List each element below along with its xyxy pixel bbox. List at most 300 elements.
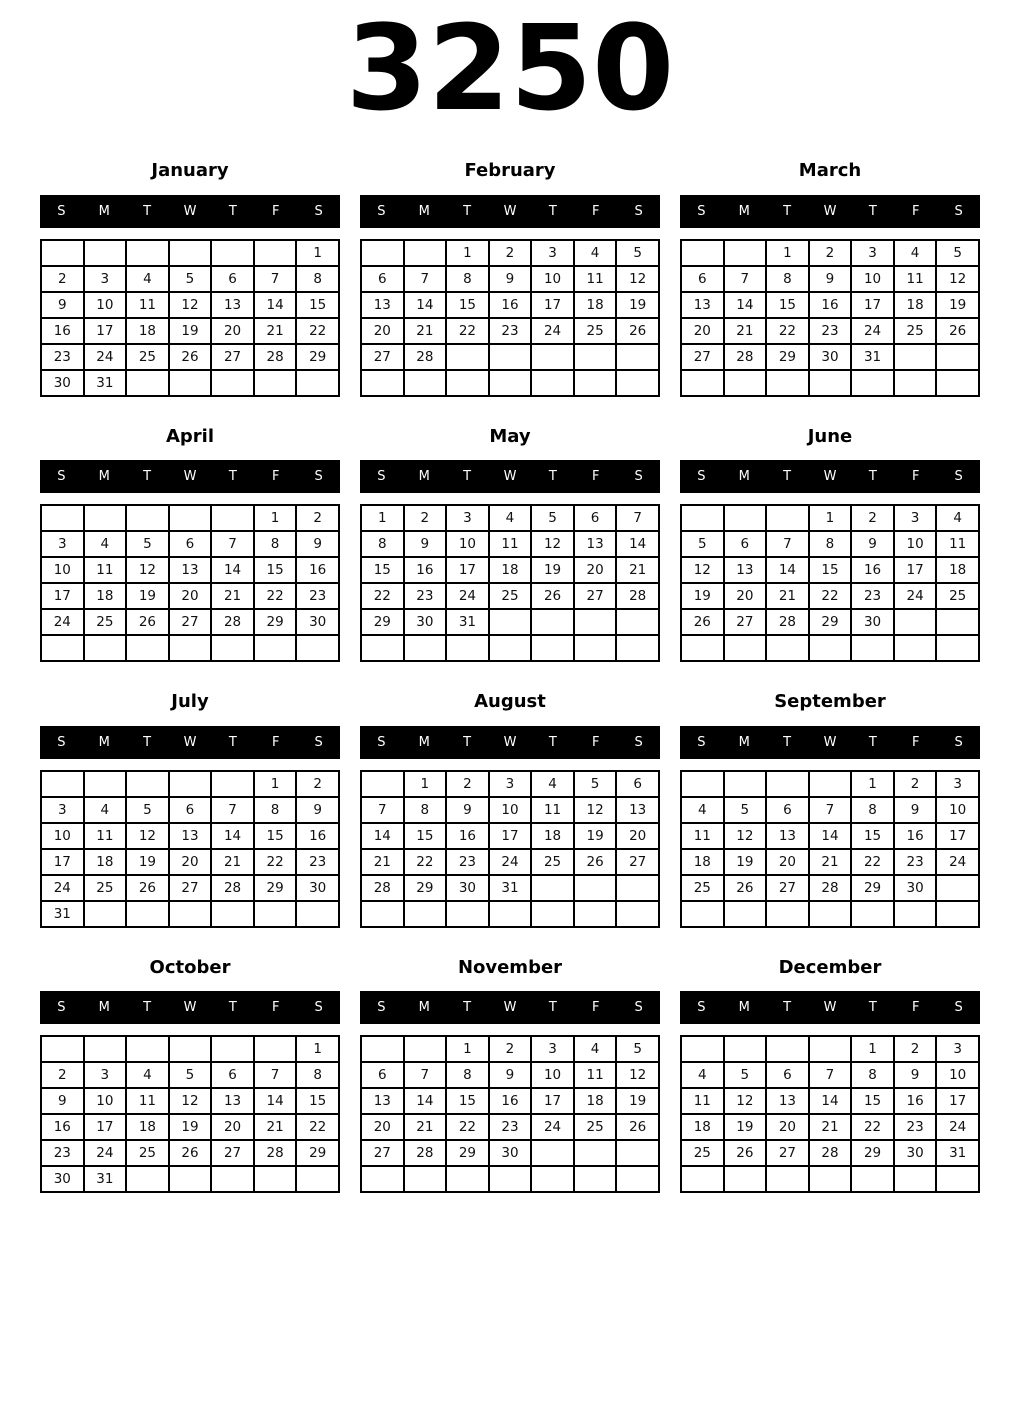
day-cell: 30 xyxy=(41,370,84,396)
day-cell: 26 xyxy=(126,875,169,901)
day-cell: 29 xyxy=(254,875,297,901)
day-cell: 22 xyxy=(404,849,447,875)
empty-day-cell xyxy=(446,901,489,927)
day-cell: 17 xyxy=(84,318,127,344)
month-calendar xyxy=(40,770,340,928)
day-cell: 20 xyxy=(574,557,617,583)
day-cell: 11 xyxy=(126,292,169,318)
week-row xyxy=(681,1062,979,1088)
month-title: January xyxy=(151,160,229,182)
day-cell: 9 xyxy=(894,797,937,823)
day-cell: 26 xyxy=(724,875,767,901)
day-cell: 25 xyxy=(894,318,937,344)
day-cell: 29 xyxy=(361,609,404,635)
day-cell: 14 xyxy=(211,557,254,583)
empty-day-cell xyxy=(894,1166,937,1192)
empty-day-cell xyxy=(296,1166,339,1192)
day-cell: 17 xyxy=(41,583,84,609)
week-row xyxy=(681,1140,979,1166)
weekday-header-cell: W xyxy=(503,734,517,750)
empty-day-cell xyxy=(531,344,574,370)
day-cell: 14 xyxy=(211,823,254,849)
weekday-header-bar xyxy=(680,460,980,493)
empty-day-cell xyxy=(211,635,254,661)
empty-day-cell xyxy=(681,370,724,396)
month-calendar xyxy=(40,239,340,397)
day-cell: 21 xyxy=(616,557,659,583)
empty-day-cell xyxy=(126,505,169,531)
weekday-header-cell: T xyxy=(783,1000,792,1016)
day-cell: 11 xyxy=(489,531,532,557)
empty-day-cell xyxy=(531,370,574,396)
empty-day-cell xyxy=(531,635,574,661)
empty-day-cell xyxy=(254,1166,297,1192)
day-cell: 23 xyxy=(41,1140,84,1166)
day-cell: 23 xyxy=(296,849,339,875)
day-cell: 13 xyxy=(766,1088,809,1114)
day-cell: 20 xyxy=(169,849,212,875)
week-row xyxy=(41,901,339,927)
weekday-header-bar xyxy=(680,195,980,228)
day-cell: 10 xyxy=(84,1088,127,1114)
week-row xyxy=(681,901,979,927)
day-cell: 29 xyxy=(254,609,297,635)
empty-day-cell xyxy=(361,370,404,396)
empty-day-cell xyxy=(681,505,724,531)
day-cell: 14 xyxy=(724,292,767,318)
empty-day-cell xyxy=(361,1166,404,1192)
day-cell: 31 xyxy=(446,609,489,635)
day-cell: 2 xyxy=(894,1036,937,1062)
empty-day-cell xyxy=(851,901,894,927)
day-cell: 5 xyxy=(724,797,767,823)
day-cell: 31 xyxy=(84,370,127,396)
weekday-header-bar xyxy=(680,991,980,1024)
week-row xyxy=(361,1088,659,1114)
day-cell: 22 xyxy=(254,849,297,875)
month-april xyxy=(40,426,340,663)
empty-day-cell xyxy=(616,344,659,370)
day-cell: 10 xyxy=(531,1062,574,1088)
day-cell: 10 xyxy=(936,1062,979,1088)
empty-day-cell xyxy=(574,370,617,396)
empty-day-cell xyxy=(616,875,659,901)
weekday-header-cell: S xyxy=(634,469,643,485)
day-cell: 8 xyxy=(851,1062,894,1088)
weekday-header-cell: T xyxy=(548,1000,557,1016)
week-row xyxy=(681,557,979,583)
week-row xyxy=(41,505,339,531)
day-cell: 16 xyxy=(296,557,339,583)
day-cell: 1 xyxy=(254,771,297,797)
day-cell: 22 xyxy=(851,1114,894,1140)
weekday-header-cell: W xyxy=(183,1000,197,1016)
day-cell: 28 xyxy=(254,344,297,370)
month-october xyxy=(40,957,340,1194)
weekday-header-cell: T xyxy=(228,1000,237,1016)
weekday-header-cell: S xyxy=(954,203,963,219)
empty-day-cell xyxy=(361,635,404,661)
day-cell: 15 xyxy=(851,1088,894,1114)
day-cell: 6 xyxy=(766,797,809,823)
day-cell: 9 xyxy=(41,1088,84,1114)
day-cell: 2 xyxy=(296,505,339,531)
week-row xyxy=(41,557,339,583)
day-cell: 26 xyxy=(724,1140,767,1166)
day-cell: 9 xyxy=(894,1062,937,1088)
day-cell: 28 xyxy=(211,609,254,635)
day-cell: 17 xyxy=(894,557,937,583)
week-row xyxy=(361,635,659,661)
empty-day-cell xyxy=(84,1036,127,1062)
weekday-header-cell: F xyxy=(271,734,280,750)
weekday-header-cell: T xyxy=(868,469,877,485)
weekday-header-bar xyxy=(360,195,660,228)
empty-day-cell xyxy=(404,240,447,266)
day-cell: 1 xyxy=(296,240,339,266)
empty-day-cell xyxy=(894,635,937,661)
empty-day-cell xyxy=(211,370,254,396)
week-row xyxy=(361,823,659,849)
day-cell: 4 xyxy=(489,505,532,531)
day-cell: 12 xyxy=(616,1062,659,1088)
day-cell: 28 xyxy=(211,875,254,901)
day-cell: 17 xyxy=(936,1088,979,1114)
week-row xyxy=(361,875,659,901)
day-cell: 25 xyxy=(126,1140,169,1166)
weekday-header-cell: F xyxy=(911,469,920,485)
empty-day-cell xyxy=(211,1036,254,1062)
day-cell: 9 xyxy=(296,797,339,823)
weekday-header-cell: S xyxy=(697,1000,706,1016)
day-cell: 11 xyxy=(936,531,979,557)
day-cell: 18 xyxy=(894,292,937,318)
month-title: June xyxy=(807,425,853,447)
month-january xyxy=(40,160,340,397)
week-row xyxy=(361,292,659,318)
day-cell: 6 xyxy=(211,266,254,292)
empty-day-cell xyxy=(169,240,212,266)
day-cell: 16 xyxy=(446,823,489,849)
day-cell: 7 xyxy=(404,1062,447,1088)
month-title: September xyxy=(774,691,886,713)
day-cell: 1 xyxy=(766,240,809,266)
day-cell: 4 xyxy=(574,240,617,266)
empty-day-cell xyxy=(681,1036,724,1062)
day-cell: 17 xyxy=(851,292,894,318)
day-cell: 6 xyxy=(724,531,767,557)
day-cell: 28 xyxy=(404,344,447,370)
day-cell: 7 xyxy=(254,266,297,292)
week-row xyxy=(681,370,979,396)
month-title: July xyxy=(171,691,209,713)
weekday-header-cell: S xyxy=(634,203,643,219)
weekday-header-cell: S xyxy=(634,734,643,750)
day-cell: 26 xyxy=(169,344,212,370)
weekday-header-cell: W xyxy=(503,203,517,219)
week-row xyxy=(41,266,339,292)
month-calendar xyxy=(360,770,660,928)
day-cell: 24 xyxy=(446,583,489,609)
empty-day-cell xyxy=(404,1166,447,1192)
day-cell: 18 xyxy=(126,1114,169,1140)
weekday-header-bar xyxy=(40,460,340,493)
weekday-header-cell: W xyxy=(183,469,197,485)
day-cell: 7 xyxy=(211,531,254,557)
weekday-header-cell: M xyxy=(418,1000,430,1016)
day-cell: 24 xyxy=(531,318,574,344)
day-cell: 1 xyxy=(851,771,894,797)
empty-day-cell xyxy=(41,1036,84,1062)
weekday-header-cell: M xyxy=(418,734,430,750)
month-calendar xyxy=(680,504,980,662)
week-row xyxy=(41,1036,339,1062)
weekday-header-cell: S xyxy=(697,469,706,485)
day-cell: 7 xyxy=(211,797,254,823)
day-cell: 27 xyxy=(361,1140,404,1166)
day-cell: 7 xyxy=(809,1062,852,1088)
empty-day-cell xyxy=(404,1036,447,1062)
day-cell: 2 xyxy=(809,240,852,266)
week-row xyxy=(361,797,659,823)
day-cell: 21 xyxy=(211,849,254,875)
weekday-header-cell: T xyxy=(143,1000,152,1016)
day-cell: 24 xyxy=(41,609,84,635)
day-cell: 2 xyxy=(489,1036,532,1062)
empty-day-cell xyxy=(126,901,169,927)
day-cell: 9 xyxy=(489,266,532,292)
weekday-header-cell: S xyxy=(57,1000,66,1016)
week-row xyxy=(41,318,339,344)
empty-day-cell xyxy=(84,635,127,661)
day-cell: 3 xyxy=(531,1036,574,1062)
day-cell: 17 xyxy=(489,823,532,849)
day-cell: 14 xyxy=(404,292,447,318)
week-row xyxy=(41,635,339,661)
day-cell: 27 xyxy=(681,344,724,370)
weekday-header-cell: T xyxy=(868,1000,877,1016)
day-cell: 29 xyxy=(296,344,339,370)
day-cell: 23 xyxy=(809,318,852,344)
day-cell: 16 xyxy=(894,823,937,849)
day-cell: 15 xyxy=(809,557,852,583)
day-cell: 22 xyxy=(254,583,297,609)
weekday-header-cell: F xyxy=(591,469,600,485)
day-cell: 12 xyxy=(681,557,724,583)
weekday-header-cell: S xyxy=(954,734,963,750)
day-cell: 5 xyxy=(724,1062,767,1088)
day-cell: 25 xyxy=(84,609,127,635)
day-cell: 5 xyxy=(936,240,979,266)
day-cell: 18 xyxy=(681,849,724,875)
empty-day-cell xyxy=(724,505,767,531)
empty-day-cell xyxy=(126,635,169,661)
day-cell: 21 xyxy=(404,1114,447,1140)
day-cell: 19 xyxy=(126,849,169,875)
day-cell: 30 xyxy=(489,1140,532,1166)
day-cell: 23 xyxy=(296,583,339,609)
day-cell: 14 xyxy=(254,1088,297,1114)
day-cell: 21 xyxy=(724,318,767,344)
weekday-header-cell: M xyxy=(98,203,110,219)
day-cell: 2 xyxy=(489,240,532,266)
day-cell: 29 xyxy=(809,609,852,635)
day-cell: 25 xyxy=(574,1114,617,1140)
weekday-header-cell: T xyxy=(868,203,877,219)
day-cell: 12 xyxy=(169,1088,212,1114)
day-cell: 22 xyxy=(766,318,809,344)
empty-day-cell xyxy=(724,1166,767,1192)
day-cell: 26 xyxy=(126,609,169,635)
week-row xyxy=(681,797,979,823)
day-cell: 19 xyxy=(724,1114,767,1140)
week-row xyxy=(681,531,979,557)
day-cell: 29 xyxy=(766,344,809,370)
day-cell: 27 xyxy=(169,609,212,635)
empty-day-cell xyxy=(169,901,212,927)
day-cell: 5 xyxy=(574,771,617,797)
empty-day-cell xyxy=(126,370,169,396)
week-row xyxy=(361,370,659,396)
empty-day-cell xyxy=(531,1166,574,1192)
day-cell: 13 xyxy=(361,1088,404,1114)
day-cell: 20 xyxy=(361,1114,404,1140)
day-cell: 4 xyxy=(681,797,724,823)
day-cell: 17 xyxy=(84,1114,127,1140)
day-cell: 27 xyxy=(169,875,212,901)
weekday-header-cell: T xyxy=(783,469,792,485)
day-cell: 10 xyxy=(936,797,979,823)
day-cell: 18 xyxy=(531,823,574,849)
day-cell: 24 xyxy=(936,1114,979,1140)
weekday-header-cell: S xyxy=(314,203,323,219)
day-cell: 8 xyxy=(254,531,297,557)
empty-day-cell xyxy=(681,771,724,797)
day-cell: 21 xyxy=(404,318,447,344)
weekday-header-cell: W xyxy=(183,734,197,750)
week-row xyxy=(681,609,979,635)
weekday-header-cell: M xyxy=(98,1000,110,1016)
day-cell: 26 xyxy=(681,609,724,635)
week-row xyxy=(41,292,339,318)
day-cell: 29 xyxy=(404,875,447,901)
day-cell: 12 xyxy=(126,823,169,849)
empty-day-cell xyxy=(809,771,852,797)
week-row xyxy=(681,344,979,370)
day-cell: 30 xyxy=(296,875,339,901)
day-cell: 5 xyxy=(531,505,574,531)
month-title: February xyxy=(464,160,556,182)
week-row xyxy=(361,1140,659,1166)
empty-day-cell xyxy=(254,635,297,661)
empty-day-cell xyxy=(404,635,447,661)
day-cell: 4 xyxy=(574,1036,617,1062)
month-title: April xyxy=(165,425,215,447)
day-cell: 2 xyxy=(404,505,447,531)
day-cell: 10 xyxy=(446,531,489,557)
day-cell: 30 xyxy=(296,609,339,635)
day-cell: 12 xyxy=(169,292,212,318)
week-row xyxy=(41,849,339,875)
week-row xyxy=(681,583,979,609)
weekday-header-cell: F xyxy=(271,469,280,485)
week-row xyxy=(361,609,659,635)
day-cell: 19 xyxy=(616,1088,659,1114)
day-cell: 3 xyxy=(531,240,574,266)
weekday-header-cell: F xyxy=(591,203,600,219)
day-cell: 12 xyxy=(724,823,767,849)
week-row xyxy=(41,344,339,370)
day-cell: 11 xyxy=(126,1088,169,1114)
day-cell: 26 xyxy=(574,849,617,875)
weekday-header-cell: T xyxy=(548,734,557,750)
day-cell: 17 xyxy=(531,1088,574,1114)
day-cell: 30 xyxy=(851,609,894,635)
day-cell: 28 xyxy=(616,583,659,609)
day-cell: 26 xyxy=(616,1114,659,1140)
weekday-header-cell: F xyxy=(911,1000,920,1016)
day-cell: 14 xyxy=(766,557,809,583)
day-cell: 28 xyxy=(724,344,767,370)
day-cell: 16 xyxy=(41,318,84,344)
month-december xyxy=(680,957,980,1194)
day-cell: 23 xyxy=(894,849,937,875)
month-title: August xyxy=(474,691,546,713)
day-cell: 24 xyxy=(851,318,894,344)
day-cell: 5 xyxy=(616,1036,659,1062)
day-cell: 12 xyxy=(936,266,979,292)
day-cell: 29 xyxy=(446,1140,489,1166)
day-cell: 25 xyxy=(531,849,574,875)
weekday-header-bar xyxy=(680,726,980,759)
day-cell: 19 xyxy=(531,557,574,583)
day-cell: 4 xyxy=(531,771,574,797)
day-cell: 20 xyxy=(211,1114,254,1140)
empty-day-cell xyxy=(724,901,767,927)
day-cell: 6 xyxy=(681,266,724,292)
week-row xyxy=(681,771,979,797)
empty-day-cell xyxy=(616,1166,659,1192)
empty-day-cell xyxy=(361,901,404,927)
month-november xyxy=(360,957,660,1194)
day-cell: 13 xyxy=(681,292,724,318)
day-cell: 24 xyxy=(41,875,84,901)
day-cell: 31 xyxy=(84,1166,127,1192)
day-cell: 3 xyxy=(936,1036,979,1062)
day-cell: 14 xyxy=(404,1088,447,1114)
week-row xyxy=(41,1114,339,1140)
day-cell: 24 xyxy=(84,344,127,370)
empty-day-cell xyxy=(361,771,404,797)
day-cell: 20 xyxy=(724,583,767,609)
day-cell: 3 xyxy=(41,797,84,823)
day-cell: 9 xyxy=(446,797,489,823)
day-cell: 25 xyxy=(574,318,617,344)
day-cell: 6 xyxy=(766,1062,809,1088)
weekday-header-cell: M xyxy=(98,469,110,485)
day-cell: 17 xyxy=(41,849,84,875)
weekday-header-cell: F xyxy=(591,734,600,750)
day-cell: 8 xyxy=(446,1062,489,1088)
month-march xyxy=(680,160,980,397)
day-cell: 8 xyxy=(361,531,404,557)
week-row xyxy=(681,266,979,292)
day-cell: 30 xyxy=(446,875,489,901)
day-cell: 14 xyxy=(809,1088,852,1114)
empty-day-cell xyxy=(724,771,767,797)
empty-day-cell xyxy=(616,1140,659,1166)
day-cell: 17 xyxy=(446,557,489,583)
